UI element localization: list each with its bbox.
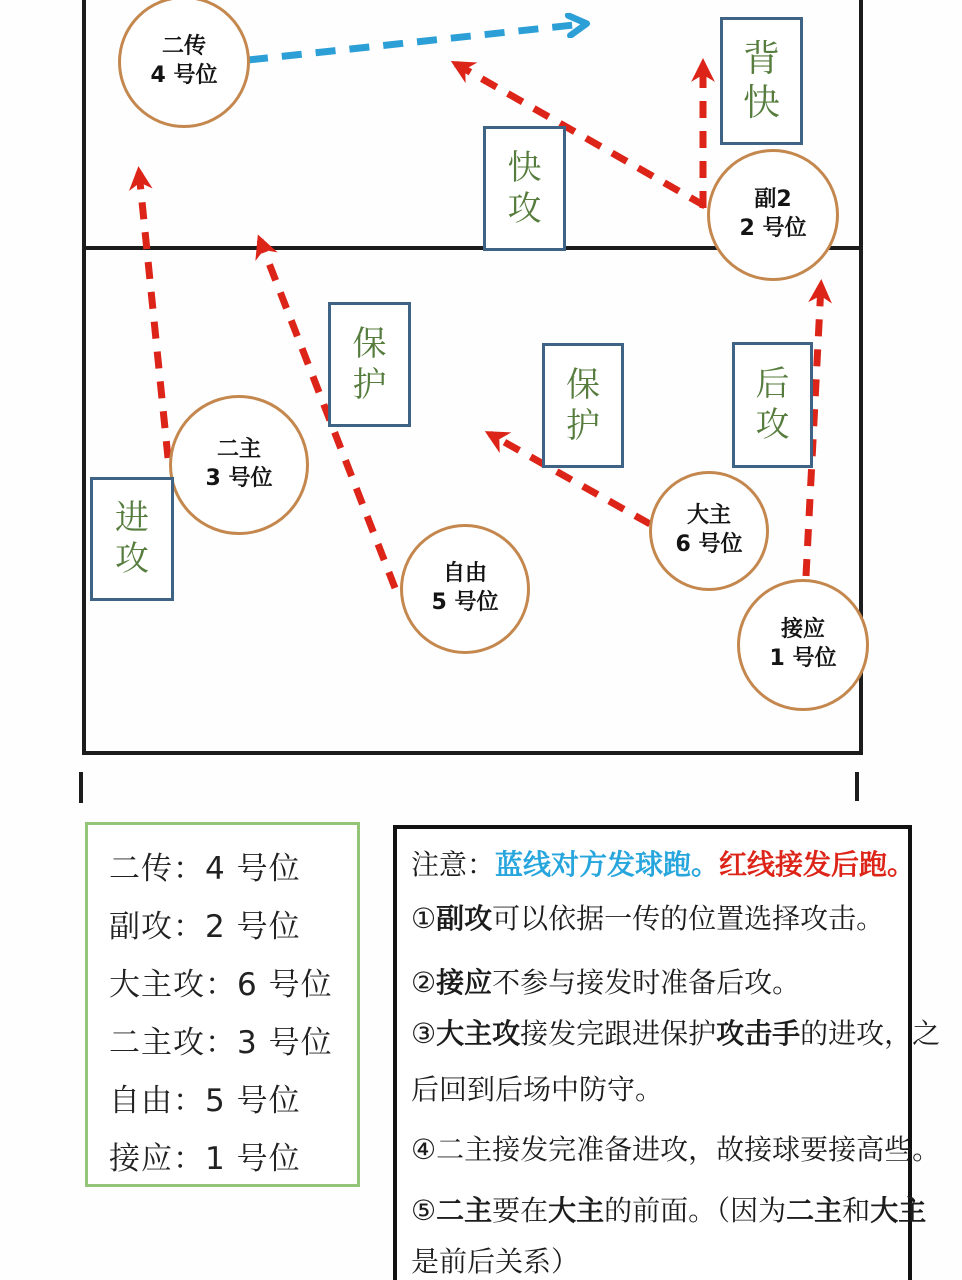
player-setter-circle [118, 0, 250, 128]
note-line-5b [411, 1244, 902, 1280]
legend-line-setter: 二传：4 号位 [109, 851, 301, 887]
note-segment: ① [411, 902, 437, 935]
player-name: 二主 [216, 437, 261, 463]
player-outside1-circle [649, 471, 769, 591]
player-name: 副2 [754, 187, 792, 213]
label-cover-left: 保护 [328, 302, 411, 427]
note-segment: 的前面。（因为 [604, 1194, 787, 1227]
player-zone: 4 号位 [150, 63, 218, 88]
blue-serve-run-arrow [248, 24, 583, 60]
note-segment: ③ [411, 1017, 437, 1050]
player-zone: 2 号位 [739, 216, 807, 241]
player-zone: 6 号位 [675, 532, 743, 557]
note-segment: 的进攻，之 [800, 1017, 941, 1050]
legend-line-libero: 自由：5 号位 [109, 1083, 301, 1119]
note-segment: ④二主接发完准备进攻，故接球要接高些。 [411, 1133, 941, 1166]
note-segment: 副攻 [436, 902, 493, 935]
legend-line-opposite: 接应：1 号位 [109, 1141, 301, 1177]
player-name: 二传 [161, 34, 206, 60]
note-segment: 二主 [786, 1194, 843, 1227]
label-back-attack: 后攻 [732, 342, 813, 468]
player-zone: 3 号位 [205, 466, 273, 491]
note-line-5a [411, 1193, 927, 1229]
label-cover-center: 保护 [542, 343, 624, 468]
player-libero-circle [400, 524, 530, 654]
note-line-3a [411, 1016, 941, 1052]
note-line-4 [411, 1132, 941, 1168]
note-segment: 大主 [548, 1194, 605, 1227]
label-attack: 进攻 [90, 477, 174, 601]
note-segment: 和 [842, 1194, 871, 1227]
position-legend-box [85, 822, 360, 1187]
note-segment: 要在 [492, 1194, 549, 1227]
legend-line-outside2: 二主攻：3 号位 [109, 1025, 333, 1061]
note-segment: ⑤ [411, 1194, 437, 1227]
note-segment: 大主 [870, 1194, 927, 1227]
legend-line-outside1: 大主攻：6 号位 [109, 967, 333, 1003]
player-name: 大主 [686, 503, 731, 529]
note-line-attention [411, 847, 916, 883]
note-segment: 后回到后场中防守。 [411, 1073, 664, 1106]
note-segment: 接发完跟进保护 [520, 1017, 717, 1050]
note-segment: ② [411, 966, 437, 999]
player-zone: 5 号位 [431, 590, 499, 615]
note-segment: 攻击手 [716, 1017, 801, 1050]
note-line-2 [411, 965, 902, 1001]
player-opposite-circle [737, 579, 869, 711]
note-segment: 大主攻 [436, 1017, 521, 1050]
note-segment: 是前后关系） [411, 1245, 580, 1278]
note-segment: 注意： [411, 848, 496, 881]
notes-box [393, 825, 941, 1280]
player-name: 接应 [780, 617, 825, 643]
note-segment: 二主 [436, 1194, 493, 1227]
player-name: 自由 [442, 561, 487, 587]
note-segment: 红线接发后跑。 [719, 848, 916, 881]
red-arrow-outside-hitter2-up [139, 172, 168, 458]
note-line-3b [411, 1072, 902, 1108]
note-segment: 不参与接发时准备后攻。 [492, 966, 801, 999]
legend-line-middle: 副攻：2 号位 [109, 909, 301, 945]
note-segment: 接应 [436, 966, 493, 999]
player-outside2-circle [169, 395, 309, 535]
label-back-quick: 背快 [720, 17, 803, 145]
note-segment: 蓝线对方发球跑。 [495, 848, 720, 881]
player-zone: 1 号位 [769, 646, 837, 671]
player-middle2-circle [707, 149, 839, 281]
note-line-1 [411, 901, 902, 937]
note-segment: 可以依据一传的位置选择攻击。 [492, 902, 885, 935]
label-quick-attack: 快攻 [483, 126, 566, 251]
